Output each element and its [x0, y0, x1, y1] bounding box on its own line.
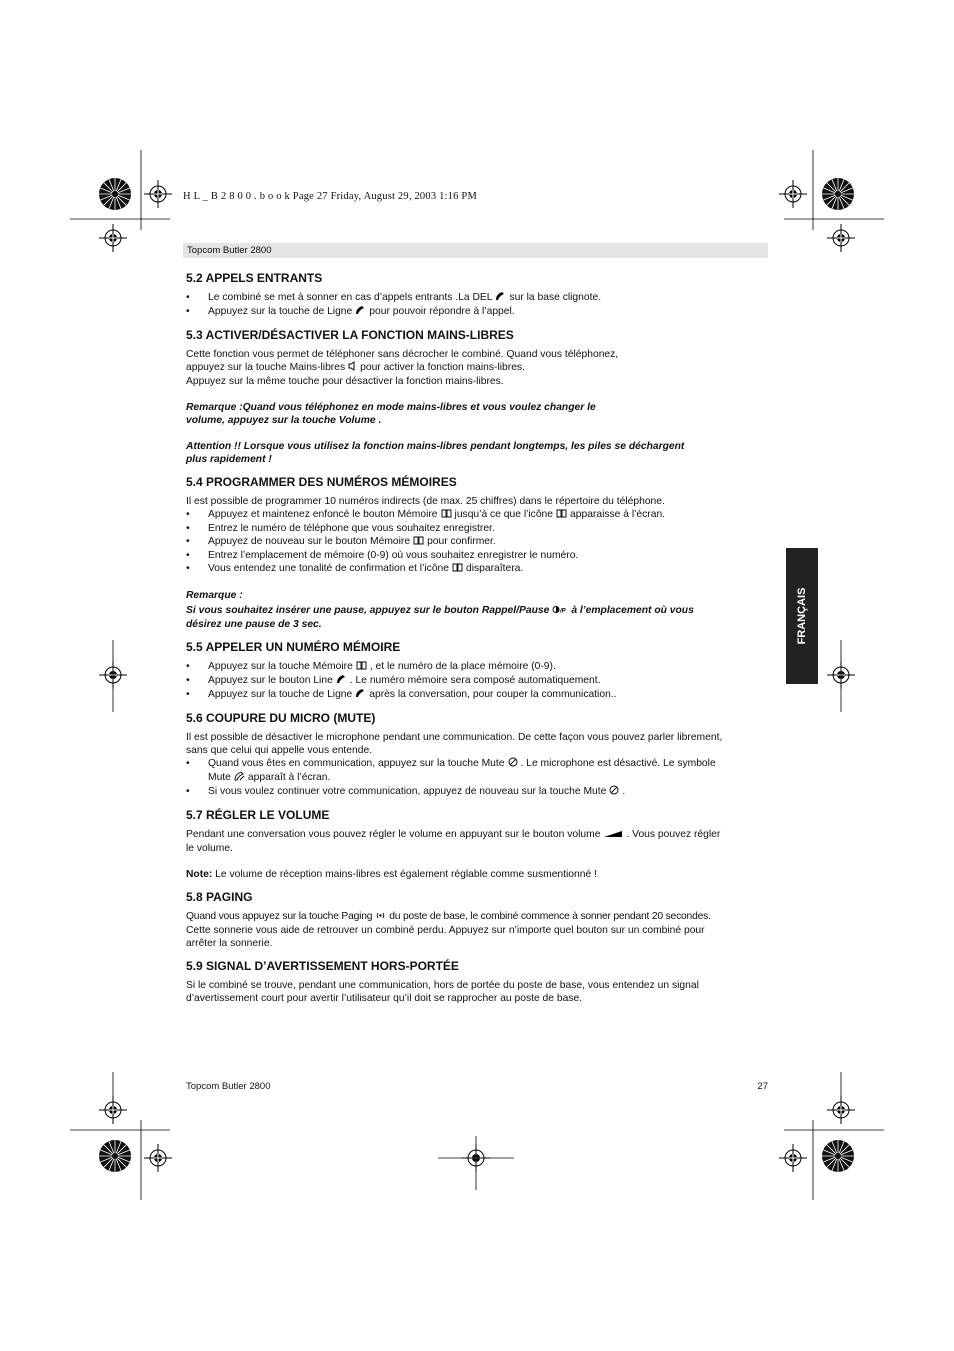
paragraph: appuyez sur la touche Mains-libres pour activer la fonction mains-libres. [186, 362, 525, 373]
paragraph: Quand vous appuyez sur la touche Paging du poste de base, le combiné commence à sonner pendant 20 secondes. [186, 911, 711, 922]
list-item: • Appuyez sur la touche de Ligne pour pouvoir répondre à l’appel. [186, 305, 768, 319]
section-5-3 [186, 328, 768, 466]
paragraph: Il est possible de désactiver le microphone pendant une communication. De cette façon vous pouvez parler librement, [186, 732, 723, 743]
list-item: • Si vous voulez continuer votre communication, appuyez de nouveau sur la touche Mute . [186, 785, 768, 799]
section-5-7 [186, 808, 768, 881]
paragraph: d’avertissement court pour avertir l’utilisateur qu’il doit se rapprocher au poste de base. [186, 993, 583, 1004]
paragraph: sans que celui qui appelle vous entende. [186, 745, 373, 756]
list-item: • Entrez l’emplacement de mémoire (0-9) où vous souhaitez enregistrer le numéro. [186, 549, 768, 562]
list-item: • Le combiné se met à sonner en cas d’appels entrants .La DEL sur la base clignote. [186, 291, 768, 305]
paragraph: Si le combiné se trouve, pendant une communication, hors de portée du poste de base, vous entendez un signal [186, 980, 699, 991]
section-5-8 [186, 890, 768, 950]
list-item: • Entrez le numéro de téléphone que vous souhaitez enregistrer. [186, 522, 768, 535]
paragraph: Cette sonnerie vous aide de retrouver un combiné perdu. Appuyez sur n’importe quel bouton sur un combiné pour [186, 925, 705, 936]
paragraph: le volume. [186, 843, 233, 854]
note: Note: Le volume de réception mains-libres est également réglable comme susmentionné ! [186, 869, 597, 880]
running-header [183, 243, 768, 258]
section-title: 5.4 PROGRAMMER DES NUMÉROS MÉMOIRES [186, 475, 457, 489]
phone-handset-icon [336, 674, 347, 688]
paragraph: Appuyez sur la même touche pour désactiver la fonction mains-libres. [186, 376, 504, 387]
print-slug: H L _ B 2 8 0 0 . b o o k Page 27 Friday, August 29, 2003 1:16 PM [183, 191, 477, 202]
star-target-icon [822, 1140, 854, 1172]
section-title: 5.6 COUPURE DU MICRO (MUTE) [186, 711, 376, 725]
registration-mark-icon [779, 1144, 807, 1172]
section-5-2 [186, 271, 768, 319]
phone-handset-icon [495, 291, 506, 305]
volume-wedge-icon [603, 829, 623, 842]
section-title: 5.7 RÉGLER LE VOLUME [186, 808, 330, 822]
speaker-icon [348, 361, 357, 375]
mute-icon [609, 785, 619, 799]
paragraph: Pendant une conversation vous pouvez régler le volume en appuyant sur le bouton volume . Vous pouvez régler [186, 829, 721, 840]
section-title: 5.3 ACTIVER/DÉSACTIVER LA FONCTION MAINS-LIBRES [186, 328, 514, 342]
registration-mark-icon [144, 1144, 172, 1172]
list-item: • Appuyez sur le bouton Line . Le numéro mémoire sera composé automatiquement. [186, 674, 768, 688]
phone-handset-icon [355, 305, 366, 319]
section-title: 5.8 PAGING [186, 890, 253, 904]
warning: Attention !! Lorsque vous utilisez la fonction mains-libres pendant longtemps, les piles se déchargent plus rapidement ! [186, 441, 685, 465]
section-title: 5.5 APPELER UN NUMÉRO MÉMOIRE [186, 640, 401, 654]
paging-icon [375, 911, 386, 924]
running-header-text: Topcom Butler 2800 [187, 245, 272, 256]
paragraph: Cette fonction vous permet de téléphoner sans décrocher le combiné. Quand vous téléphonez, [186, 349, 619, 360]
remark: Remarque :Quand vous téléphonez en mode mains-libres et vous voulez changer le volume, appuyez sur la touche Volume . [186, 402, 596, 426]
redial-pause-icon [552, 605, 568, 618]
mute-icon [508, 757, 518, 771]
section-title: 5.2 APPELS ENTRANTS [186, 271, 323, 285]
page-number: 27 [757, 1081, 768, 1092]
remark: Si vous souhaitez insérer une pause, appuyez sur le bouton Rappel/Pause /P à l’emplacement où vous désirez une pause de 3 sec. [186, 605, 694, 630]
language-tab-label: FRANÇAIS [796, 587, 808, 645]
list-item: • Appuyez et maintenez enfoncé le bouton Mémoire jusqu’à ce que l’icône apparaisse à l’écran. [186, 508, 768, 522]
book-icon [441, 509, 452, 522]
registration-mark-icon [779, 180, 807, 208]
section-5-6 [186, 711, 768, 799]
book-icon [556, 509, 567, 522]
registration-mark-icon [99, 224, 127, 252]
registration-mark-icon [144, 180, 172, 208]
section-title: 5.9 SIGNAL D’AVERTISSEMENT HORS-PORTÉE [186, 959, 459, 973]
list-item: • Quand vous êtes en communication, appuyez sur la touche Mute . Le microphone est désactivé. Le symbole Mute apparaît à l’écran. [186, 757, 768, 785]
list-item: • Appuyez sur la touche Mémoire , et le numéro de la place mémoire (0-9). [186, 660, 768, 674]
page-content [186, 271, 768, 1014]
list-item: • Vous entendez une tonalité de confirmation et l’icône disparaîtera. [186, 562, 768, 576]
muted-handset-icon [234, 771, 245, 785]
paragraph: Il est possible de programmer 10 numéros indirects (de max. 25 chiffres) dans le répertoire du téléphone. [186, 496, 665, 507]
book-icon [356, 661, 367, 674]
section-5-4 [186, 475, 768, 631]
list-item: • Appuyez sur la touche de Ligne après la conversation, pour couper la communication.. [186, 688, 768, 702]
star-target-icon [99, 1140, 131, 1172]
language-tab [786, 548, 818, 684]
svg-text:/P: /P [560, 608, 567, 614]
book-icon [452, 563, 463, 576]
registration-mark-icon [827, 224, 855, 252]
section-5-5 [186, 640, 768, 702]
remark: Remarque : [186, 590, 243, 601]
section-5-9 [186, 959, 768, 1005]
list-item: • Appuyez de nouveau sur le bouton Mémoire pour confirmer. [186, 535, 768, 549]
star-target-icon [822, 178, 854, 210]
footer-title: Topcom Butler 2800 [186, 1081, 271, 1092]
book-icon [413, 536, 424, 549]
star-target-icon [99, 178, 131, 210]
phone-handset-icon [355, 688, 366, 702]
paragraph: arrêter la sonnerie. [186, 938, 273, 949]
